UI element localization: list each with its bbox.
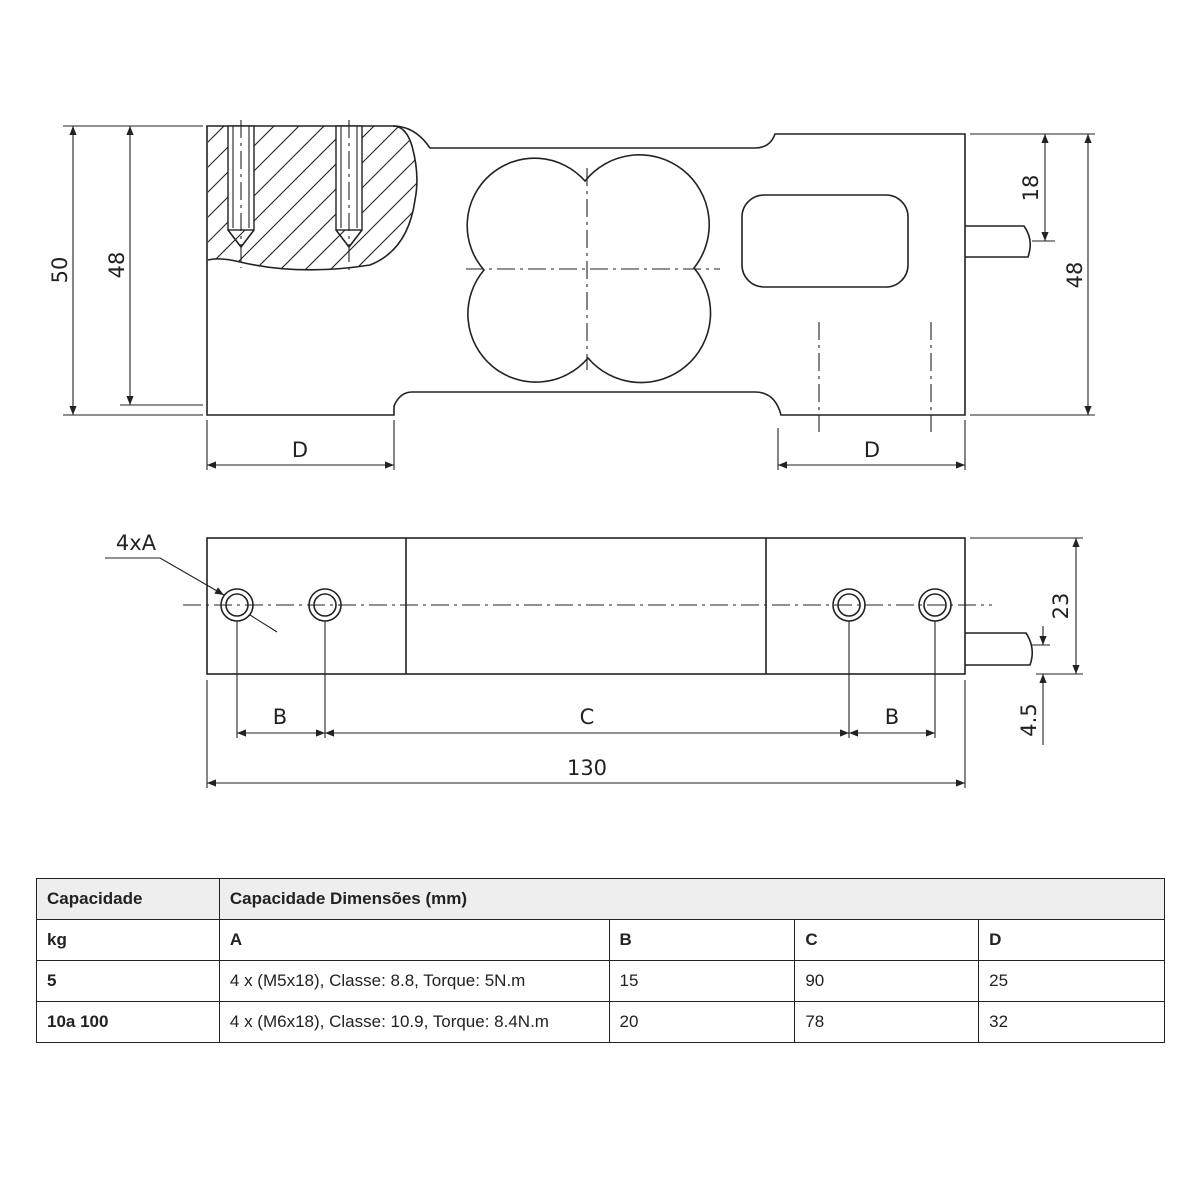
threaded-hole-left xyxy=(228,120,254,268)
subheader-kg: kg xyxy=(37,920,220,961)
cell-a: 4 x (M5x18), Classe: 8.8, Torque: 5N.m xyxy=(219,961,609,1002)
header-capacity: Capacidade xyxy=(37,879,220,920)
cell-a: 4 x (M6x18), Classe: 10.9, Torque: 8.4N.m xyxy=(219,1002,609,1043)
side-view-body-outline xyxy=(207,126,965,415)
cell-c: 78 xyxy=(795,1002,979,1043)
cable-side xyxy=(965,226,1030,257)
dim-label-b-right: B xyxy=(884,705,900,729)
subheader-c: C xyxy=(795,920,979,961)
dim-label-4-5: 4.5 xyxy=(1017,703,1041,737)
spec-table-header-row xyxy=(37,879,1165,920)
cable-top xyxy=(965,633,1032,665)
subheader-d: D xyxy=(979,920,1165,961)
subheader-b: B xyxy=(609,920,795,961)
hatch-line xyxy=(350,100,550,300)
cell-capacity: 5 xyxy=(37,961,220,1002)
spec-table xyxy=(36,878,1165,1043)
hatch-line xyxy=(375,100,575,300)
callout-label-4xa: 4xA xyxy=(115,531,157,555)
dim-label-d-left: D xyxy=(291,438,309,462)
cell-capacity: 10a 100 xyxy=(37,1002,220,1043)
top-view xyxy=(105,531,1083,788)
dim-label-b-left: B xyxy=(272,705,288,729)
top-view-body-outline xyxy=(207,538,965,674)
cell-b: 15 xyxy=(609,961,795,1002)
dim-label-50: 50 xyxy=(48,256,72,284)
dim-label-48-right: 48 xyxy=(1063,261,1087,289)
hatch-line xyxy=(475,100,675,300)
dim-label-48-left: 48 xyxy=(105,251,129,279)
threaded-hole-right xyxy=(336,120,362,275)
spec-table-subheader-row xyxy=(37,920,1165,961)
dim-label-23: 23 xyxy=(1049,592,1073,620)
hatch-line xyxy=(0,100,200,300)
hatch-line xyxy=(0,100,175,300)
hatch-line xyxy=(50,100,250,300)
cell-d: 25 xyxy=(979,961,1165,1002)
hatch-line xyxy=(450,100,650,300)
hatch-line xyxy=(500,100,700,300)
callout-leader xyxy=(160,558,224,595)
table-row xyxy=(37,961,1165,1002)
side-view xyxy=(0,100,1095,470)
dim-label-18: 18 xyxy=(1019,174,1043,202)
cell-c: 90 xyxy=(795,961,979,1002)
subheader-a: A xyxy=(219,920,609,961)
dim-label-d-right: D xyxy=(863,438,881,462)
dim-label-c: C xyxy=(579,705,595,729)
label-recess xyxy=(742,195,908,287)
hatch-line xyxy=(400,100,600,300)
cell-d: 32 xyxy=(979,1002,1165,1043)
cell-b: 20 xyxy=(609,1002,795,1043)
header-dimensions: Capacidade Dimensões (mm) xyxy=(219,879,1164,920)
dim-label-130: 130 xyxy=(566,756,608,780)
table-row xyxy=(37,1002,1165,1043)
hatch-line xyxy=(425,100,625,300)
